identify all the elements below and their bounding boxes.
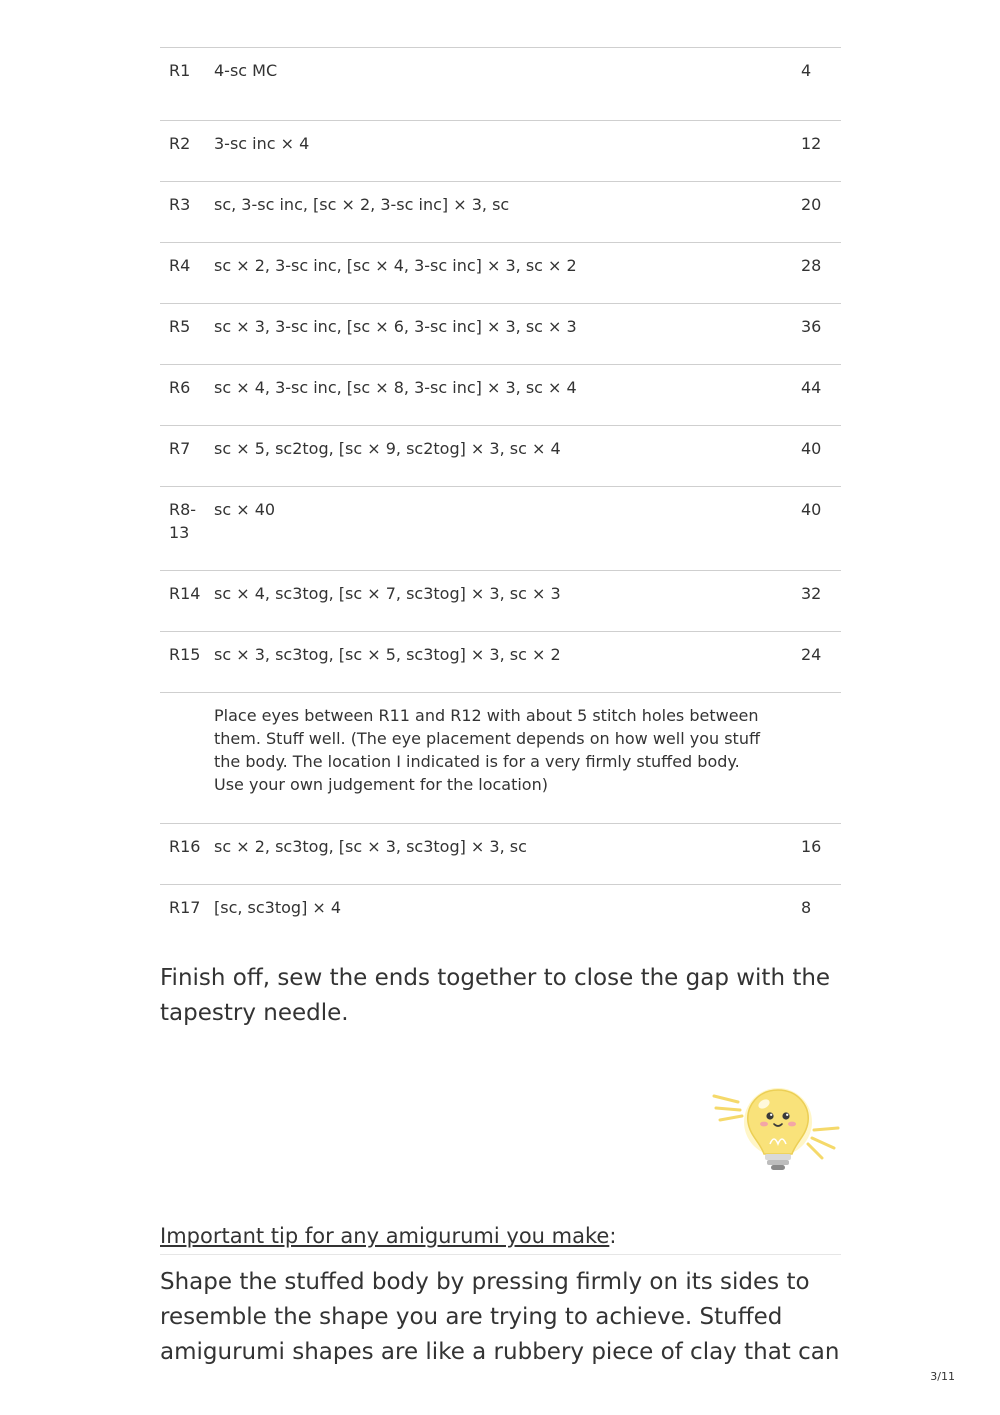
row-label: R3 [160, 182, 214, 243]
row-label: R2 [160, 121, 214, 182]
table-row [160, 571, 841, 632]
row-label: R1 [160, 48, 214, 121]
stitch-count: 36 [801, 304, 841, 365]
stitch-instruction: sc × 3, sc3tog, [sc × 5, sc3tog] × 3, sc × 2 [214, 632, 801, 693]
pattern-table [160, 47, 841, 945]
row-label: R6 [160, 365, 214, 426]
tip-body: Shape the stuffed body by pressing firmly on its sides to resemble the shape you are trying to achieve. Stuffed amigurumi shapes are like a rubbery piece of clay that can [160, 1269, 840, 1365]
tip-heading [160, 1221, 841, 1255]
stitch-instruction: 4-sc MC [214, 48, 801, 121]
stitch-instruction: sc × 3, 3-sc inc, [sc × 6, 3-sc inc] × 3, sc × 3 [214, 304, 801, 365]
table-row [160, 304, 841, 365]
row-label: R17 [169, 898, 201, 917]
stitch-instruction: Place eyes between R11 and R12 with about 5 stitch holes between them. Stuff well. (The eye placement depends on how well you stuff the body. The location I indicated is for a very firmly stuffed body. Use your own judgement for the location) [214, 693, 801, 824]
stitch-count: 20 [801, 182, 841, 243]
stitch-instruction: [sc, sc3tog] × 4 [214, 898, 342, 917]
stitch-count: 28 [801, 243, 841, 304]
stitch-instruction: 3-sc inc × 4 [214, 121, 801, 182]
stitch-instruction: sc × 4, sc3tog, [sc × 7, sc3tog] × 3, sc × 3 [214, 571, 801, 632]
finish-instructions: Finish off, sew the ends together to close the gap with the tapestry needle. [160, 965, 831, 1026]
pattern-section [160, 47, 841, 945]
stitch-count: 4 [801, 48, 841, 121]
table-row [160, 243, 841, 304]
row-label: R7 [160, 426, 214, 487]
stitch-instruction: sc × 2, sc3tog, [sc × 3, sc3tog] × 3, sc [214, 824, 801, 885]
stitch-count: 24 [801, 632, 841, 693]
row-label: R15 [160, 632, 214, 693]
lightbulb-icon [710, 1082, 842, 1178]
stitch-instruction: sc × 4, 3-sc inc, [sc × 8, 3-sc inc] × 3, sc × 4 [214, 365, 801, 426]
stitch-count [801, 693, 841, 824]
table-row [160, 426, 841, 487]
tip-heading-text: Important tip for any amigurumi you make [160, 1224, 610, 1248]
stitch-count: 44 [801, 365, 841, 426]
stitch-count: 16 [801, 824, 841, 885]
table-row [160, 48, 841, 121]
row-label: R8-13 [160, 487, 214, 571]
tip-heading-colon: : [609, 1224, 617, 1248]
stitch-instruction: sc × 5, sc2tog, [sc × 9, sc2tog] × 3, sc × 4 [214, 426, 801, 487]
stitch-instruction: sc, 3-sc inc, [sc × 2, 3-sc inc] × 3, sc [214, 182, 801, 243]
row-label: R4 [160, 243, 214, 304]
table-row [160, 824, 841, 885]
stitch-count: 32 [801, 571, 841, 632]
row-label [160, 693, 214, 824]
stitch-count: 40 [801, 487, 841, 571]
stitch-count: 8 [801, 898, 812, 917]
table-row [160, 632, 841, 693]
table-row-note [160, 693, 841, 824]
row-label: R5 [160, 304, 214, 365]
stitch-instruction: sc × 40 [214, 487, 801, 571]
page-number: 3/11 [930, 1370, 955, 1383]
row-label: R16 [160, 824, 214, 885]
table-row [160, 182, 841, 243]
stitch-count: 12 [801, 121, 841, 182]
table-row [160, 487, 841, 571]
table-row [160, 365, 841, 426]
stitch-instruction: sc × 2, 3-sc inc, [sc × 4, 3-sc inc] × 3, sc × 2 [214, 243, 801, 304]
table-row [160, 885, 841, 946]
table-row [160, 121, 841, 182]
row-label: R14 [160, 571, 214, 632]
stitch-count: 40 [801, 426, 841, 487]
